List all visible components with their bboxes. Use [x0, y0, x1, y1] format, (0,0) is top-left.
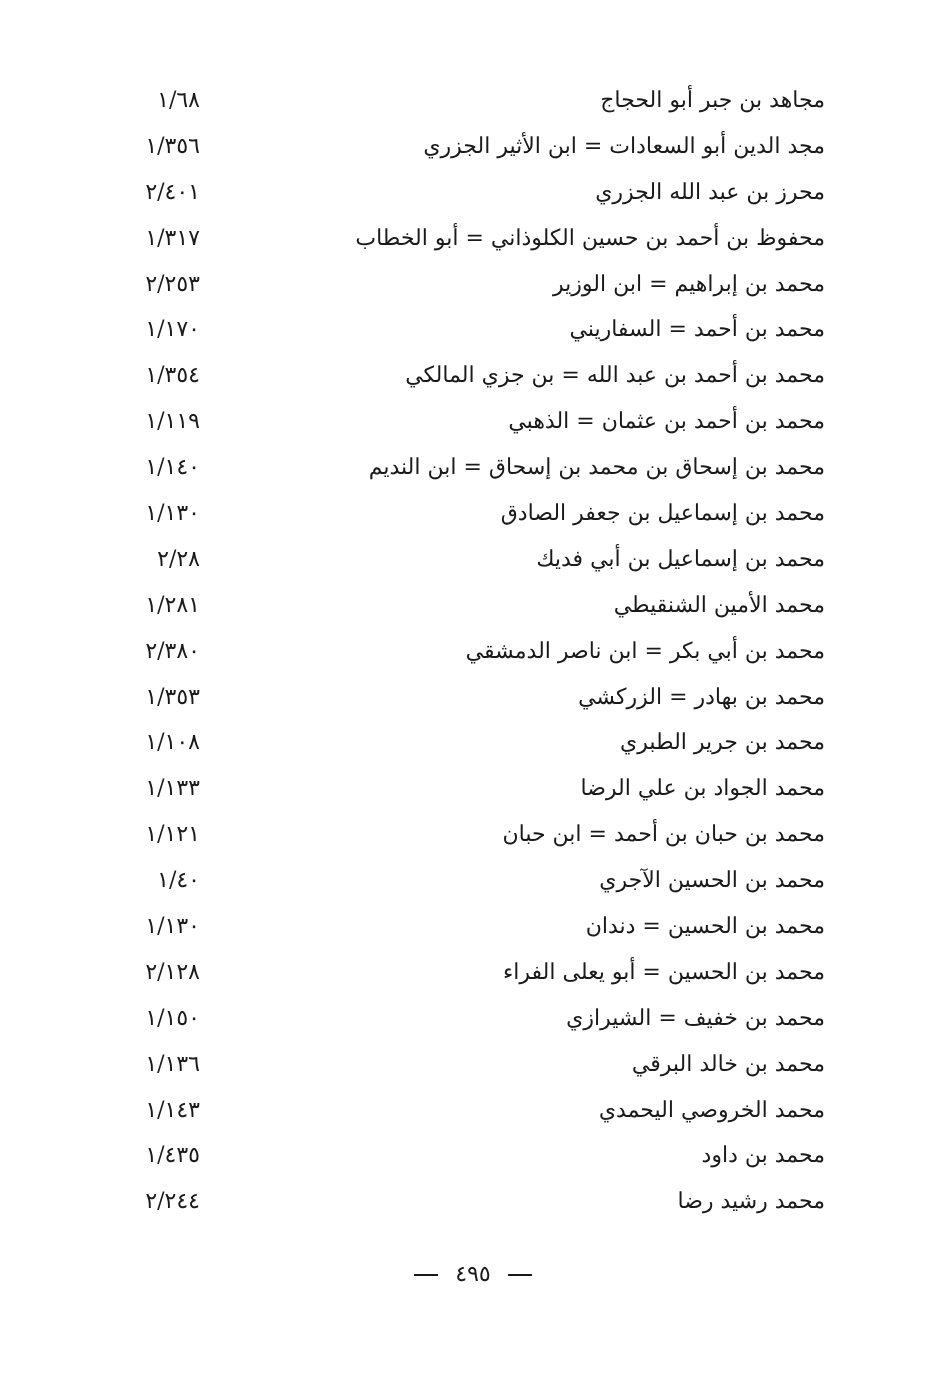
entry-page-ref: ١/٣٥٦: [145, 133, 200, 159]
entry-page-ref: ١/١٢١: [145, 822, 200, 848]
entry-name: محمد بن حبان بن أحمد = ابن حبان: [502, 822, 825, 848]
entry-name: محمد بن داود: [701, 1143, 825, 1169]
entry-name: محمد بن خالد البرقي: [631, 1051, 825, 1077]
index-entry: [120, 677, 825, 723]
entry-page-ref: ٢/٣٨٠: [145, 638, 200, 664]
entry-page-ref: ١/١٧٠: [145, 317, 200, 343]
index-list: [120, 80, 825, 1227]
entry-name: محمد الأمين الشنقيطي: [613, 592, 825, 618]
index-entry: [120, 722, 825, 768]
index-entry: [120, 631, 825, 677]
entry-name: محمد بن الحسين = أبو يعلى الفراء: [502, 959, 825, 985]
entry-name: محمد بن إسحاق بن محمد بن إسحاق = ابن النديم: [368, 455, 825, 481]
entry-name: محمد بن خفيف = الشيرازي: [566, 1005, 825, 1031]
index-entry: [120, 906, 825, 952]
index-entry: [120, 80, 825, 126]
page-number-footer: [0, 1260, 946, 1290]
entry-page-ref: ١/٣٥٤: [145, 363, 200, 389]
index-entry: [120, 998, 825, 1044]
entry-name: محمد رشيد رضا: [677, 1189, 825, 1215]
index-entry: [120, 172, 825, 218]
index-entry: [120, 585, 825, 631]
entry-name: مجد الدين أبو السعادات = ابن الأثير الجزري: [423, 133, 825, 159]
index-entry: [120, 952, 825, 998]
entry-name: مجاهد بن جبر أبو الحجاج: [600, 88, 825, 113]
entry-page-ref: ١/١٣٣: [145, 776, 200, 802]
entry-page-ref: ١/١١٩: [145, 409, 200, 435]
entry-page-ref: ٢/٢٥٣: [145, 271, 200, 297]
index-entry: [120, 1135, 825, 1181]
index-entry: [120, 768, 825, 814]
entry-page-ref: ١/٦٨: [157, 88, 200, 113]
page-number: ٤٩٥: [455, 1262, 491, 1287]
index-entry: [120, 493, 825, 539]
entry-name: محرز بن عبد الله الجزري: [595, 179, 825, 205]
entry-page-ref: ١/٢٨١: [145, 592, 200, 618]
entry-page-ref: ١/٤٠: [157, 868, 200, 894]
index-entry: [120, 1044, 825, 1090]
entry-name: محمد الجواد بن علي الرضا: [580, 776, 825, 802]
entry-page-ref: ٢/١٢٨: [145, 959, 200, 985]
entry-page-ref: ٢/٢٨: [157, 546, 200, 572]
index-entry: [120, 218, 825, 264]
index-entry: [120, 264, 825, 310]
entry-page-ref: ١/١٣٦: [145, 1051, 200, 1077]
entry-page-ref: ٢/٤٠١: [145, 179, 200, 205]
entry-name: محمد بن إسماعيل بن جعفر الصادق: [500, 501, 825, 527]
entry-name: محمد بن الحسين = دندان: [585, 914, 825, 940]
entry-name: محمد بن جرير الطبري: [620, 730, 825, 756]
entry-name: محفوظ بن أحمد بن حسين الكلوذاني = أبو الخطاب: [355, 225, 825, 251]
index-entry: [120, 447, 825, 493]
index-entry: [120, 1181, 825, 1227]
index-entry: [120, 1090, 825, 1136]
entry-page-ref: ١/١٥٠: [145, 1005, 200, 1031]
entry-page-ref: ١/١٤٣: [145, 1097, 200, 1123]
entry-page-ref: ١/٣١٧: [145, 225, 200, 251]
entry-page-ref: ١/٤٣٥: [145, 1143, 200, 1169]
index-entry: [120, 539, 825, 585]
entry-name: محمد بن بهادر = الزركشي: [578, 684, 825, 710]
index-entry: [120, 126, 825, 172]
footer-dash-left: [414, 1274, 438, 1276]
entry-name: محمد بن أحمد بن عثمان = الذهبي: [508, 409, 825, 435]
entry-name: محمد بن أحمد = السفاريني: [569, 317, 825, 343]
index-entry: [120, 401, 825, 447]
index-entry: [120, 814, 825, 860]
index-entry: [120, 355, 825, 401]
entry-name: محمد بن إسماعيل بن أبي فديك: [536, 546, 825, 572]
footer-dash-right: [508, 1274, 532, 1276]
entry-name: محمد بن إبراهيم = ابن الوزير: [553, 271, 825, 297]
entry-name: محمد بن أبي بكر = ابن ناصر الدمشقي: [465, 638, 825, 664]
entry-page-ref: ١/١٣٠: [145, 501, 200, 527]
entry-page-ref: ١/٣٥٣: [145, 684, 200, 710]
index-entry: [120, 309, 825, 355]
entry-page-ref: ١/١٠٨: [145, 730, 200, 756]
entry-name: محمد بن الحسين الآجري: [599, 868, 825, 894]
entry-page-ref: ١/١٣٠: [145, 914, 200, 940]
entry-page-ref: ١/١٤٠: [145, 455, 200, 481]
index-entry: [120, 860, 825, 906]
entry-page-ref: ٢/٢٤٤: [145, 1189, 200, 1215]
entry-name: محمد بن أحمد بن عبد الله = بن جزي المالكي: [405, 363, 825, 389]
entry-name: محمد الخروصي اليحمدي: [598, 1097, 825, 1123]
